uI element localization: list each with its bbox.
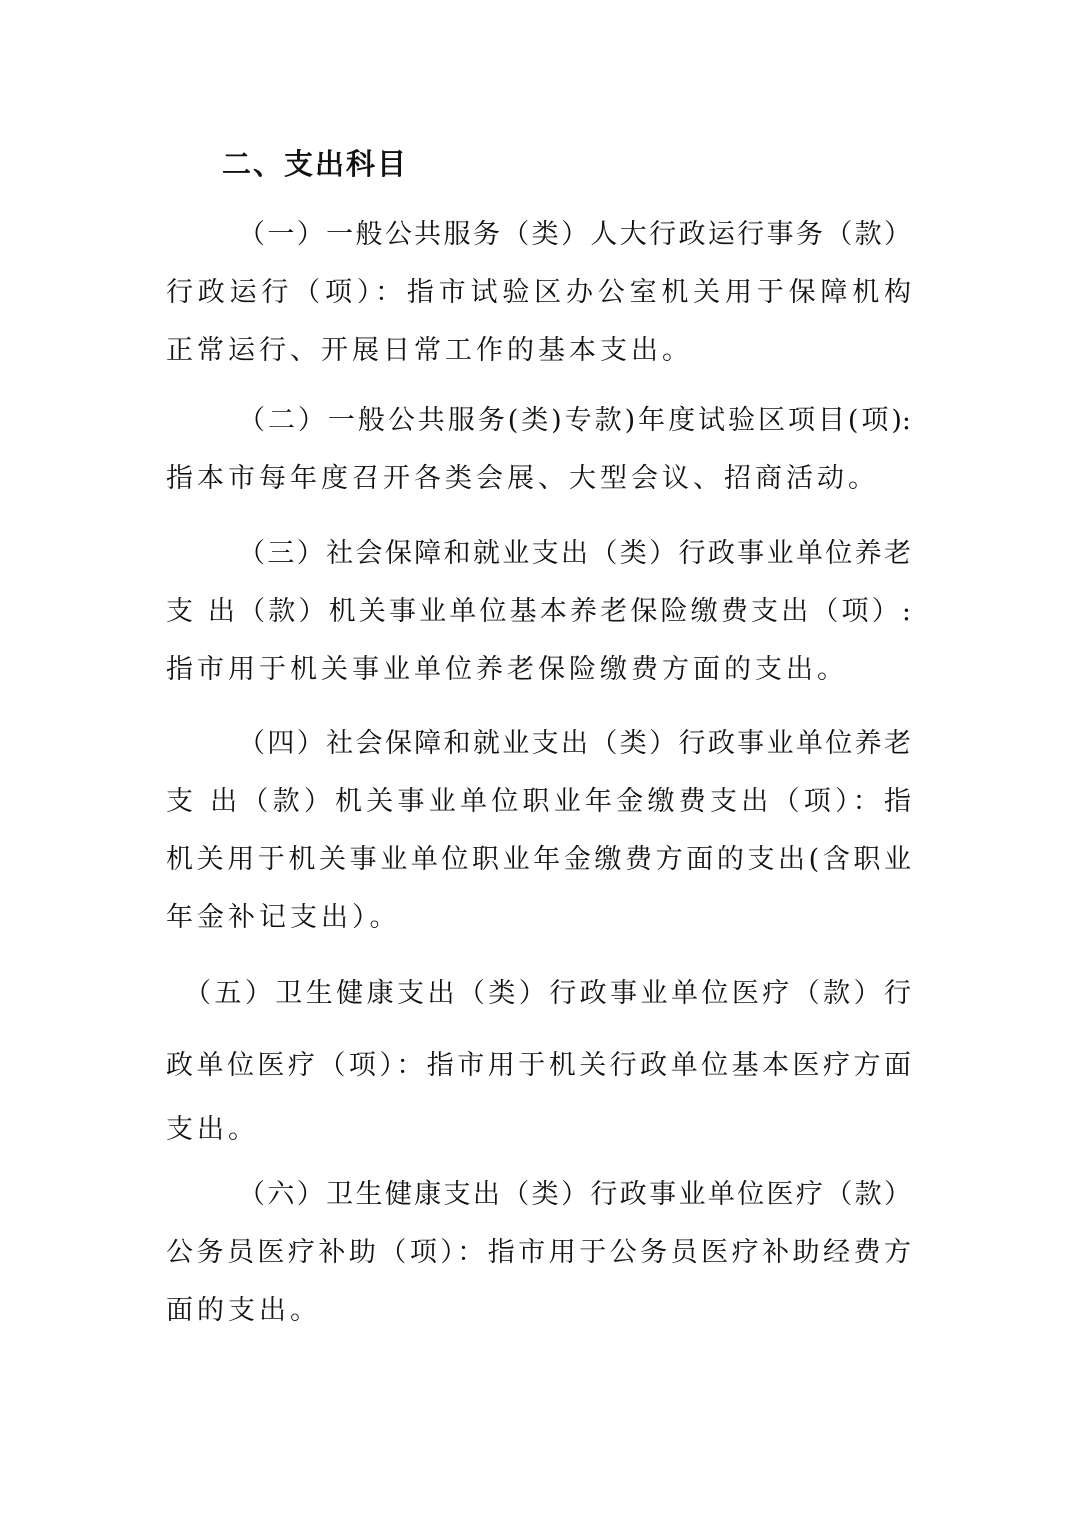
paragraph-line: 政单位医疗（项）：指市用于机关行政单位基本医疗方面: [166, 1050, 911, 1081]
paragraph-5: [166, 958, 911, 1158]
paragraph-line: （五）卫生健康支出（类）行政事业单位医疗（款）行: [184, 978, 911, 1009]
paragraph-line: （三）社会保障和就业支出（类）行政事业单位养老: [238, 538, 911, 569]
paragraph-line: 指市用于机关事业单位养老保险缴费方面的支出。: [166, 654, 848, 685]
paragraph-line: 机关用于机关事业单位职业年金缴费方面的支出(含职业: [166, 844, 911, 875]
paragraph-line: （六）卫生健康支出（类）行政事业单位医疗（款）: [238, 1179, 911, 1210]
paragraph-line: 正常运行、开展日常工作的基本支出。: [166, 335, 693, 366]
paragraph-line: 支 出（款）机关事业单位基本养老保险缴费支出（项）:: [166, 596, 911, 627]
paragraph-2: [166, 392, 911, 508]
paragraph-line: 行政运行（项）：指市试验区办公室机关用于保障机构: [166, 277, 911, 308]
paragraph-line: 公务员医疗补助（项）：指市用于公务员医疗补助经费方: [166, 1237, 911, 1268]
section-heading: 二、支出科目: [222, 147, 409, 181]
paragraph-3: [166, 525, 911, 699]
paragraph-line: 支 出（款）机关事业单位职业年金缴费支出（项）：指: [166, 786, 911, 817]
paragraph-line: （四）社会保障和就业支出（类）行政事业单位养老: [238, 728, 911, 759]
paragraph-line: （一）一般公共服务（类）人大行政运行事务（款）: [238, 219, 911, 250]
paragraph-1: [166, 206, 911, 380]
paragraph-4: [166, 715, 911, 947]
paragraph-line: 年金补记支出）。: [166, 902, 401, 933]
paragraph-line: 面的支出。: [166, 1295, 321, 1326]
paragraph-line: 支出。: [166, 1114, 259, 1145]
paragraph-6: [166, 1166, 911, 1340]
paragraph-line: （二）一般公共服务(类)专款)年度试验区项目(项):: [238, 405, 911, 436]
paragraph-line: 指本市每年度召开各类会展、大型会议、招商活动。: [166, 463, 879, 494]
